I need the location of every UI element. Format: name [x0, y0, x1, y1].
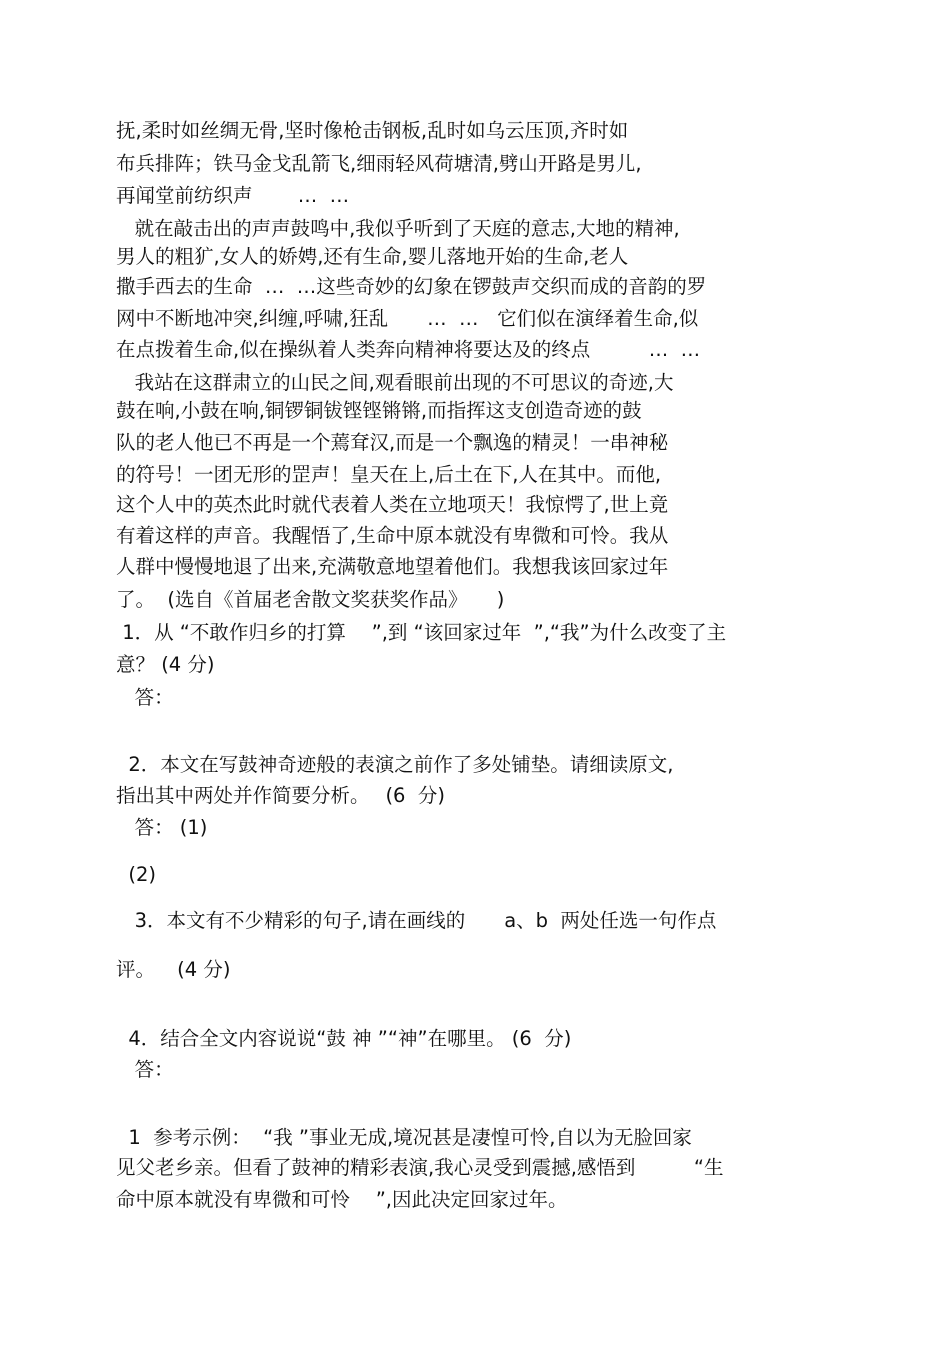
- reference-answer-line: 命中原本就没有卑微和可怜 ”,因此决定回家过年。: [116, 1188, 568, 1211]
- passage-line: 鼓在响,小鼓在响,铜锣铜钹铿铿锵锵,而指挥这支创造奇迹的鼓: [116, 399, 642, 422]
- question-2-answer-2: (2): [116, 863, 157, 886]
- question-3-points: 评。 (4 分): [116, 958, 231, 981]
- passage-line: 在点拨着生命,似在操纵着人类奔向精神将要达及的终点 … …: [116, 338, 701, 361]
- question-1-points: 意？ (4 分): [116, 653, 215, 676]
- passage-line: 队的老人他已不再是一个蔫耷汉,而是一个飘逸的精灵！一串神秘: [116, 431, 669, 454]
- question-2: 2．本文在写鼓神奇迹般的表演之前作了多处铺垫。请细读原文,: [116, 753, 674, 776]
- passage-line: 我站在这群肃立的山民之间,观看眼前出现的不可思议的奇迹,大: [116, 371, 674, 394]
- passage-line: 就在敲击出的声声鼓鸣中,我似乎听到了天庭的意志,大地的精神,: [116, 217, 680, 240]
- passage-line: 撒手西去的生命 … …这些奇妙的幻象在锣鼓声交织而成的音韵的罗: [116, 275, 707, 298]
- question-1: 1．从 “不敢作归乡的打算 ”,到 “该回家过年 ”,“我”为什么改变了主: [116, 621, 727, 644]
- question-4-answer-label: 答：: [116, 1058, 174, 1081]
- passage-line: 布兵排阵；铁马金戈乱箭飞,细雨轻风荷塘清,劈山开路是男儿,: [116, 152, 642, 175]
- passage-line: 抚,柔时如丝绸无骨,坚时像枪击钢板,乱时如乌云压顶,齐时如: [116, 119, 629, 142]
- passage-line: 的符号！一团无形的罡声！皇天在上,后土在下,人在其中。而他,: [116, 463, 662, 486]
- reference-answer-line: 1 参考示例： “我 ”事业无成,境况甚是凄惶可怜,自以为无脸回家: [116, 1126, 692, 1149]
- question-2-points: 指出其中两处并作简要分析。 (6 分): [116, 784, 445, 807]
- passage-line: 男人的粗犷,女人的娇娉,还有生命,婴儿落地开始的生命,老人: [116, 245, 629, 268]
- passage-source-line: 了。 (选自《首届老舍散文奖获奖作品》 ): [116, 588, 505, 611]
- question-2-answer-1: 答： (1): [116, 816, 208, 839]
- reference-answer-line: 见父老乡亲。但看了鼓神的精彩表演,我心灵受到震撼,感悟到 “生: [116, 1156, 724, 1179]
- passage-line: 有着这样的声音。我醒悟了,生命中原本就没有卑微和可怜。我从: [116, 524, 669, 547]
- passage-line: 再闻堂前纺织声 … …: [116, 184, 350, 207]
- passage-line: 这个人中的英杰此时就代表着人类在立地项天！我惊愕了,世上竟: [116, 493, 669, 516]
- question-4: 4．结合全文内容说说“鼓 神 ”“神”在哪里。 (6 分): [116, 1027, 572, 1050]
- passage-line: 网中不断地冲突,纠缠,呼啸,狂乱 … … 它们似在演绎着生命,似: [116, 307, 699, 330]
- passage-line: 人群中慢慢地退了出来,充满敬意地望着他们。我想我该回家过年: [116, 555, 669, 578]
- question-3: 3．本文有不少精彩的句子,请在画线的 a、b 两处任选一句作点: [116, 909, 717, 932]
- question-1-answer-label: 答：: [116, 686, 174, 709]
